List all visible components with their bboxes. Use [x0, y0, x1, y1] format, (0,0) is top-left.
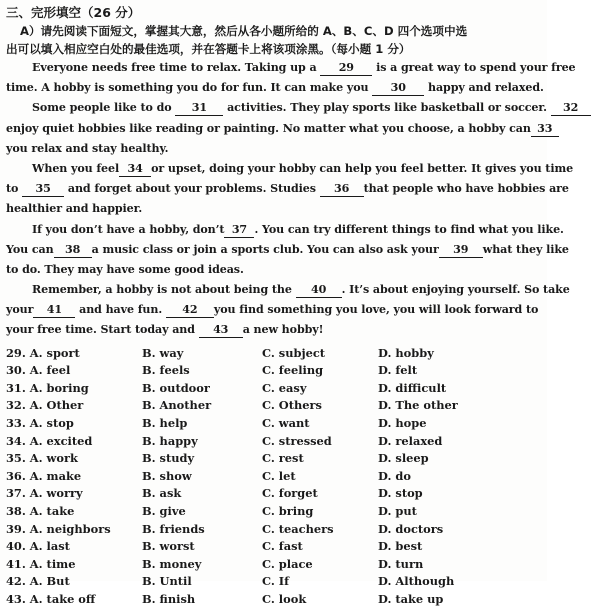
- blank-43[interactable]: 43: [199, 322, 243, 338]
- option-d[interactable]: D. difficult: [378, 380, 447, 395]
- option-a[interactable]: 43. A. take off: [6, 591, 96, 606]
- instruction-line: 出可以填入相应空白处的最佳选项，并在答题卡上将该项涂黑。（每小题 1 分）: [6, 42, 411, 56]
- blank-31[interactable]: 31: [175, 100, 223, 116]
- question-row: [6, 521, 541, 539]
- option-d[interactable]: D. doctors: [378, 521, 444, 536]
- passage-text: If you don’t have a hobby, don’t: [32, 222, 225, 236]
- question-row: [6, 380, 541, 398]
- option-c[interactable]: C. let: [262, 468, 296, 483]
- blank-33[interactable]: 33: [531, 121, 559, 137]
- blank-36[interactable]: 36: [320, 181, 364, 197]
- option-a[interactable]: 35. A. work: [6, 451, 78, 466]
- option-b[interactable]: B. finish: [142, 591, 196, 606]
- passage-text: and forget about your problems. Studies: [64, 182, 320, 196]
- passage-text: is a great way to spend your free: [372, 61, 576, 74]
- option-a[interactable]: 39. A. neighbors: [6, 521, 111, 536]
- option-c[interactable]: C. forget: [262, 486, 318, 501]
- question-row: [6, 485, 541, 503]
- option-c[interactable]: C. place: [262, 556, 313, 571]
- option-a[interactable]: 31. A. boring: [6, 380, 89, 395]
- passage-text: enjoy quiet hobbies like reading or painting. No matter what you choose, a hobby can: [6, 121, 531, 135]
- passage-text: Remember, a hobby is not about being the: [32, 283, 296, 297]
- option-b[interactable]: B. worst: [142, 539, 195, 554]
- blank-40[interactable]: 40: [296, 282, 342, 298]
- option-d[interactable]: D. The other: [378, 398, 458, 413]
- option-b[interactable]: B. give: [142, 503, 186, 518]
- passage-line: [6, 139, 541, 159]
- option-c[interactable]: C. stressed: [262, 433, 332, 448]
- option-a[interactable]: 34. A. excited: [6, 433, 93, 448]
- question-row: [6, 450, 541, 468]
- passage-text: you find something you love, you will look forward to: [213, 303, 539, 317]
- blank-41[interactable]: 41: [33, 302, 75, 318]
- option-b[interactable]: B. ask: [142, 486, 182, 501]
- option-a[interactable]: 29. A. sport: [6, 345, 80, 360]
- option-b[interactable]: B. Until: [142, 574, 192, 589]
- question-row: [6, 591, 541, 609]
- option-d[interactable]: D. sleep: [378, 451, 429, 466]
- blank-30[interactable]: 30: [372, 80, 424, 96]
- option-d[interactable]: D. put: [378, 503, 417, 518]
- blank-29[interactable]: 29: [320, 60, 372, 76]
- passage-text: that people who have hobbies are: [363, 182, 569, 196]
- passage-text: what they like: [482, 242, 569, 256]
- question-row: [6, 362, 541, 380]
- option-d[interactable]: D. do: [378, 468, 411, 483]
- option-c[interactable]: C. Others: [262, 398, 322, 413]
- passage-text: healthier and happier.: [6, 202, 143, 216]
- option-c[interactable]: C. If: [262, 574, 290, 589]
- passage-text: a new hobby!: [242, 323, 324, 337]
- option-b[interactable]: B. friends: [142, 521, 205, 536]
- option-a[interactable]: 33. A. stop: [6, 416, 74, 430]
- passage-text: and have fun.: [75, 303, 166, 317]
- option-c[interactable]: C. teachers: [262, 521, 334, 536]
- option-b[interactable]: B. money: [142, 556, 202, 571]
- option-a[interactable]: 41. A. time: [6, 556, 76, 571]
- option-c[interactable]: C. subject: [262, 345, 326, 360]
- passage-text: to: [6, 182, 23, 196]
- option-b[interactable]: B. help: [142, 416, 188, 430]
- option-a[interactable]: 40. A. last: [6, 539, 70, 554]
- blank-35[interactable]: 35: [22, 181, 64, 197]
- cloze-passage: [6, 58, 579, 341]
- passage-text: to do. They may have some good ideas.: [6, 262, 244, 276]
- option-d[interactable]: D. best: [378, 539, 423, 554]
- option-c[interactable]: C. bring: [262, 503, 314, 518]
- option-a[interactable]: 42. A. But: [6, 574, 70, 589]
- passage-line: [6, 58, 576, 78]
- passage-line: [6, 220, 564, 240]
- passage-line: [6, 78, 544, 98]
- passage-line: [6, 179, 569, 199]
- option-a[interactable]: 37. A. worry: [6, 486, 83, 501]
- question-row: [6, 573, 541, 591]
- question-row: [6, 345, 541, 363]
- options-list: [6, 345, 541, 609]
- passage-text: . It’s about enjoying yourself. So take: [341, 283, 570, 297]
- blank-34[interactable]: 34: [119, 161, 151, 177]
- blank-42[interactable]: 42: [166, 302, 214, 318]
- option-d[interactable]: D. relaxed: [378, 433, 443, 448]
- question-row: [6, 503, 541, 521]
- instructions: [6, 22, 541, 58]
- option-b[interactable]: B. Another: [142, 398, 212, 413]
- question-row: [6, 556, 541, 574]
- passage-line: [6, 159, 574, 179]
- option-b[interactable]: B. feels: [142, 363, 190, 378]
- option-c[interactable]: C. look: [262, 591, 307, 606]
- passage-text: Some people like to do: [32, 101, 176, 115]
- passage-line: [6, 199, 541, 219]
- option-c[interactable]: C. want: [262, 416, 310, 430]
- blank-37[interactable]: 37: [224, 222, 254, 238]
- passage-text: a music class or join a sports club. You can also ask your: [91, 242, 439, 256]
- option-c[interactable]: C. easy: [262, 380, 307, 395]
- passage-text: time. A hobby is something you do for fun. It can make you: [6, 81, 373, 95]
- option-b[interactable]: B. show: [142, 468, 192, 483]
- passage-line: [6, 119, 553, 139]
- question-row: [6, 397, 541, 415]
- blank-32[interactable]: 32: [551, 100, 591, 116]
- option-a[interactable]: 32. A. Other: [6, 398, 84, 413]
- passage-line: [6, 260, 541, 280]
- option-d[interactable]: D. Although: [378, 574, 455, 589]
- question-row: [6, 468, 541, 486]
- option-a[interactable]: 36. A. make: [6, 468, 82, 483]
- passage-text: When you feel: [32, 161, 120, 175]
- section-title: 三、完形填空（26 分）: [6, 5, 141, 20]
- option-c[interactable]: C. rest: [262, 451, 304, 466]
- passage-line: [6, 320, 541, 340]
- passage-text: activities. They play sports like basketball or soccer.: [223, 101, 551, 115]
- passage-text: happy and relaxed.: [424, 81, 544, 95]
- option-c[interactable]: C. feeling: [262, 363, 324, 378]
- passage-line: [6, 98, 579, 118]
- option-d[interactable]: D. take up: [378, 591, 444, 606]
- passage-text: Everyone needs free time to relax. Taking up a: [32, 61, 321, 74]
- passage-text: your free time. Start today and: [6, 323, 199, 337]
- option-b[interactable]: B. study: [142, 451, 195, 466]
- passage-text: or upset, doing your hobby can help you feel better. It gives you time: [151, 161, 574, 175]
- passage-line: [6, 300, 541, 320]
- option-b[interactable]: B. way: [142, 345, 184, 360]
- blank-39[interactable]: 39: [439, 242, 483, 258]
- option-d[interactable]: D. stop: [378, 486, 423, 501]
- passage-line: [6, 280, 570, 300]
- passage-text: you relax and stay healthy.: [6, 141, 169, 155]
- passage-text: your: [6, 303, 34, 317]
- instruction-line: A）请先阅读下面短文，掌握其大意，然后从各小题所给的 A、B、C、D 四个选项中选: [20, 24, 468, 38]
- option-d[interactable]: D. felt: [378, 363, 418, 378]
- option-a[interactable]: 30. A. feel: [6, 363, 71, 378]
- passage-text: . You can try different things to find what you like.: [254, 222, 564, 236]
- option-d[interactable]: D. hope: [378, 416, 427, 430]
- option-d[interactable]: D. turn: [378, 556, 424, 571]
- option-b[interactable]: B. outdoor: [142, 380, 210, 395]
- question-row: [6, 538, 541, 556]
- option-a[interactable]: 38. A. take: [6, 503, 75, 518]
- passage-line: [6, 240, 569, 260]
- question-row: [6, 433, 541, 451]
- passage-text: You can: [6, 242, 54, 256]
- option-c[interactable]: C. fast: [262, 539, 303, 554]
- blank-38[interactable]: 38: [54, 242, 92, 258]
- question-row: [6, 415, 541, 433]
- option-d[interactable]: D. hobby: [378, 345, 434, 360]
- option-b[interactable]: B. happy: [142, 433, 198, 448]
